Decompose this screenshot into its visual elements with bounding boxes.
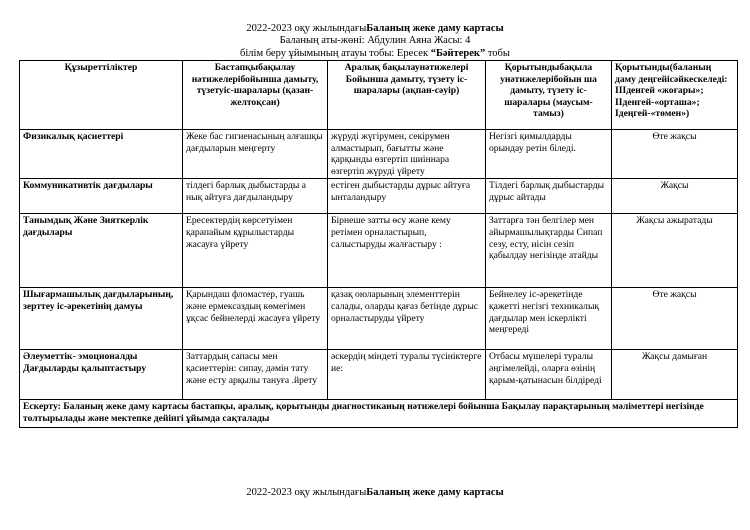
development-table [19,60,738,428]
interim-cell: қазақ оюларының элементтерін салады, оларды қағаз бетінде дұрыс орналастыруды үйрету [328,288,486,350]
interim-cell: жүруді жүгірумен, секірумен алмастырып, бағытты және қарқынды өзгертіп шиіннара өзгертіп жүруді үйрету [328,130,486,179]
final-measures-cell: Негізгі қимылдарды орындау ретін біледі. [486,130,612,179]
academic-year: 2022-2023 оқу жылындағы [246,23,367,34]
next-card-title-bold: Баланың жеке даму картасы [366,487,504,498]
final-measures-cell: Бейнелеу іс-әрекетінде қажетті негізгі техникалық дағдылар мен іскерлікті меңгереді [486,288,612,350]
initial-cell: Заттардың сапасы мен қасиеттерін: сипау, дәмін тату және есту арқылы тануға .йрету [183,350,328,400]
final-measures-cell: Отбасы мүшелері туралы әңгімелейді, оларға өзінің қарым-қатынасын білдіреді [486,350,612,400]
column-header: Аралық бақылаунәтижелері Бойынша дамыту, түзету іс-шаралары (ақпан-сәуір) [328,61,486,130]
group-name: “Бәйтерек” [430,48,486,59]
competency-cell: Коммуникативтік дағдылары [20,179,183,214]
competency-cell: Физикалық қасиеттері [20,130,183,179]
table-header-row [20,61,738,130]
note-row [20,400,738,428]
competency-cell: Әлеуметтік- эмоционалды Дағдыларды қалыптастыру [20,350,183,400]
interim-cell: Бірнеше затты өсу және кему ретімен орналастырып, салыстыруды жалғастыру : [328,214,486,288]
initial-cell: Ересектердің көрсетуімен қарапайым құрылыстарды жасауға үйрету [183,214,328,288]
competency-cell: Танымдық Және Зияткерлік дағдылары [20,214,183,288]
child-info: Баланың аты-жөні: Абдулин Аяна Жасы: 4 [279,35,471,46]
next-academic-year: 2022-2023 оқу жылындағы [246,487,367,498]
result-cell: Жақсы ажыратады [612,214,738,288]
group-info [0,47,750,60]
next-card-title [0,486,750,499]
note-cell: Ескерту: Баланың жеке даму картасы бастапқы, аралық, қорытынды диагностиканың нәтижелері бойынша Бақылау парақтарының мәліметтері негізінде толтырылады және мектепке дейінгі ұйымда сақталады [20,400,738,428]
final-measures-cell: Заттарға тән белгілер мен айырмашылықтарды Сипап сезу, есту, иісін сезіп қабылдау негізінде атайды [486,214,612,288]
table-row [20,179,738,214]
table-row [20,214,738,288]
card-title-bold: Баланың жеке даму картасы [366,23,504,34]
table-row [20,130,738,179]
column-header: Қорытынды(баланың даму деңгейісәйкескеледі: ІІІденгей «жоғары»; ІІденгей-«орташа»; Ідеңгей-«төмен») [612,61,738,130]
group-label: білім беру ұйымының атауы тобы: Ересек [240,48,431,59]
result-cell: Жақсы дамыған [612,350,738,400]
column-header: Бастапқыбақылау нәтижелерібойынша дамыту, түзетуіс-шаралары (қазан-желтоқсан) [183,61,328,130]
initial-cell: Қарындаш фломастер, гуашь және ермексаздың көмегімен ұқсас бейнелерді жасауға үйрету [183,288,328,350]
initial-cell: Жеке бас гигиенасының алғашқы дағдыларын меңгерту [183,130,328,179]
table-row [20,350,738,400]
initial-cell: тілдегі барлық дыбыстарды а нық айтуға дағдыландыру [183,179,328,214]
result-cell: Өте жақсы [612,288,738,350]
group-suffix: тобы [485,48,510,59]
column-header: Қорытындыбақыла унәтижелерібойын ша дамыту, түзету іс-шаралары (маусым-тамыз) [486,61,612,130]
interim-cell: естіген дыбыстарды дұрыс айтуға ынталандыру [328,179,486,214]
column-header: Құзыреттіліктер [20,61,183,130]
competency-cell: Шығармашылық дағдыларының, зерттеу іс-әрекетінің дамуы [20,288,183,350]
result-cell: Жақсы [612,179,738,214]
table-row [20,288,738,350]
interim-cell: әскердің міндеті туралы түсініктерге ие: [328,350,486,400]
result-cell: Өте жақсы [612,130,738,179]
final-measures-cell: Тілдегі барлық дыбыстарды дұрыс айтады [486,179,612,214]
